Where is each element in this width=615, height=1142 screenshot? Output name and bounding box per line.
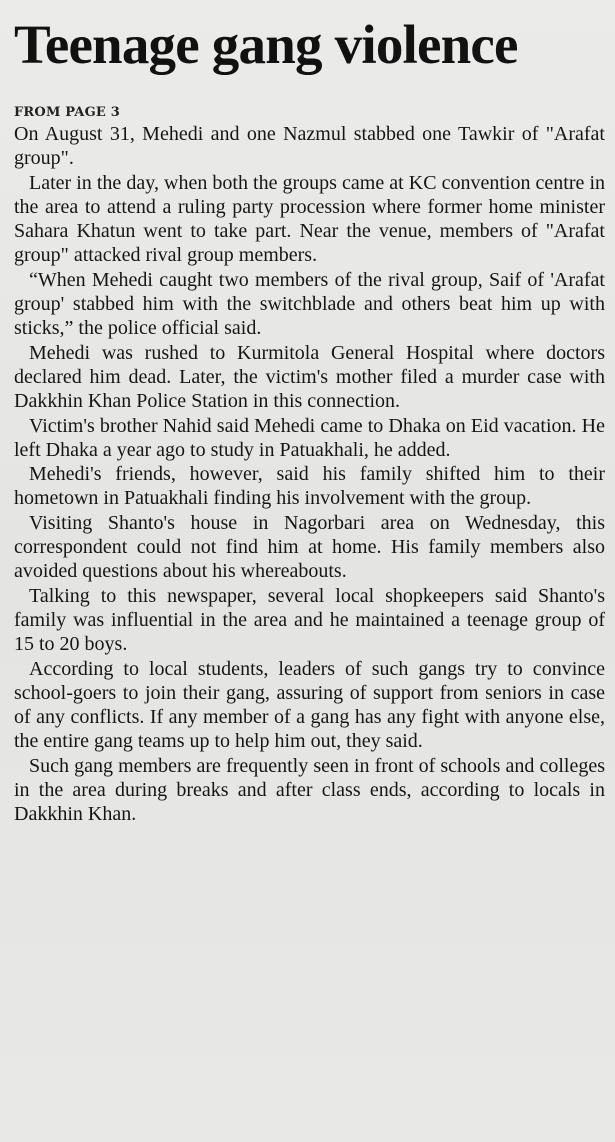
paragraph: Visiting Shanto's house in Nagorbari area on Wednesday, this correspondent could not find him at home. His family members also avoided questions about his whereabouts. [14,511,605,583]
paragraph: Mehedi's friends, however, said his family shifted him to their hometown in Patuakhali finding his involvement with the group. [14,463,605,510]
article-body [14,122,605,827]
paragraph: Mehedi was rushed to Kurmitola General Hospital where doctors declared him dead. Later, the victim's mother filed a murder case with Dakkhin Khan Police Station in this connection. [14,341,605,413]
paragraph: According to local students, leaders of such gangs try to convince school-goers to join their gang, assuring of support from seniors in case of any conflicts. If any member of a gang has any fight with anyone else, the entire gang teams up to help him out, they said. [14,657,605,753]
paragraph: On August 31, Mehedi and one Nazmul stabbed one Tawkir of "Arafat group". [14,123,605,170]
continued-from-label: FROM PAGE 3 [14,105,120,120]
paragraph: Talking to this newspaper, several local shopkeepers said Shanto's family was influential in the area and he maintained a teenage group of 15 to 20 boys. [14,584,605,656]
paragraph: Later in the day, when both the groups came at KC convention centre in the area to attend a ruling party procession where former home minister Sahara Khatun went to take part. Near the venue, members of "Arafat group" attacked rival group members. [14,171,605,267]
paragraph: Such gang members are frequently seen in front of schools and colleges in the area during breaks and after class ends, according to locals in Dakkhin Khan. [14,754,605,826]
paragraph: Victim's brother Nahid said Mehedi came to Dhaka on Eid vacation. He left Dhaka a year ago to study in Patuakhali, he added. [14,414,605,461]
paragraph: “When Mehedi caught two members of the rival group, Saif of 'Arafat group' stabbed him with the switchblade and others beat him up with sticks,” the police official said. [14,268,605,340]
headline: Teenage gang violence [14,14,518,75]
